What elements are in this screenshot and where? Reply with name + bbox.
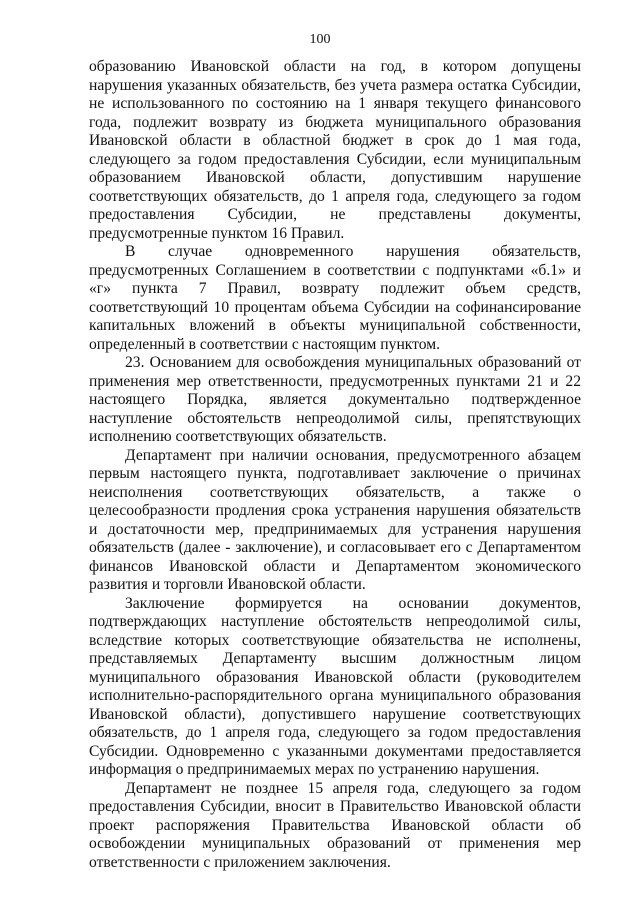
paragraph-continuation: образованию Ивановской области на год, в котором допущены нарушения указанных обязательств, без учета размера остатка Субсидии, не использованного по состоянию на 1 января текущего финансового года, подлежит возврату из бюджета муниципального образования Ивановской области в областной бюджет в срок до 1 мая года, следующего за годом предоставления Субсидии, если муниципальным образованием Ивановской области, допустившим нарушение соответствующих обязательств, до 1 апреля года, следующего за годом предоставления Субсидии, не представлены документы, предусмотренные пунктом 16 Правил. — [89, 58, 581, 242]
paragraph-department-deadline: Департамент не позднее 15 апреля года, следующего за годом предоставления Субсидии, вносит в Правительство Ивановской области проект распоряжения Правительства Ивановской области об освобождении муниципальных образований от применения мер ответственности с приложением заключения. — [89, 779, 581, 871]
document-body — [89, 58, 581, 872]
page-number: 100 — [309, 32, 331, 47]
paragraph-department-conclusion: Департамент при наличии основания, предусмотренного абзацем первым настоящего пункта, подготавливает заключение о причинах неисполнения соответствующих обязательств, а также о целесообразности продления срока устранения нарушения обязательств и достаточности мер, предпринимаемых для устранения нарушения обязательств (далее - заключение), и согласовывает его с Департаментом финансов Ивановской области и Департаментом экономического развития и торговли Ивановской области. — [89, 446, 581, 593]
paragraph-conclusion-formation: Заключение формируется на основании документов, подтверждающих наступление обстоятельств непреодолимой силы, вследствие которых соответствующие обязательства не исполнены, представляемых Департаменту высшим должностным лицом муниципального образования Ивановской области (руководителем исполнительно-распорядительного органа муниципального образования Ивановской области), допустившего нарушение соответствующих обязательств, до 1 апреля года, следующего за годом предоставления Субсидии. Одновременно с указанными документами предоставляется информация о предпринимаемых мерах по устранению нарушения. — [89, 594, 581, 778]
paragraph-simultaneous-violation: В случае одновременного нарушения обязательств, предусмотренных Соглашением в соответствии с подпунктами «б.1» и «г» пункта 7 Правил, возврату подлежит объем средств, соответствующий 10 процентам объема Субсидии на софинансирование капитальных вложений в объекты муниципальной собственности, определенный в соответствии с настоящим пунктом. — [89, 243, 581, 353]
paragraph-clause-23: 23. Основанием для освобождения муниципальных образований от применения мер ответственности, предусмотренных пунктами 21 и 22 настоящего Порядка, является документально подтвержденное наступление обстоятельств непреодолимой силы, препятствующих исполнению соответствующих обязательств. — [89, 354, 581, 445]
